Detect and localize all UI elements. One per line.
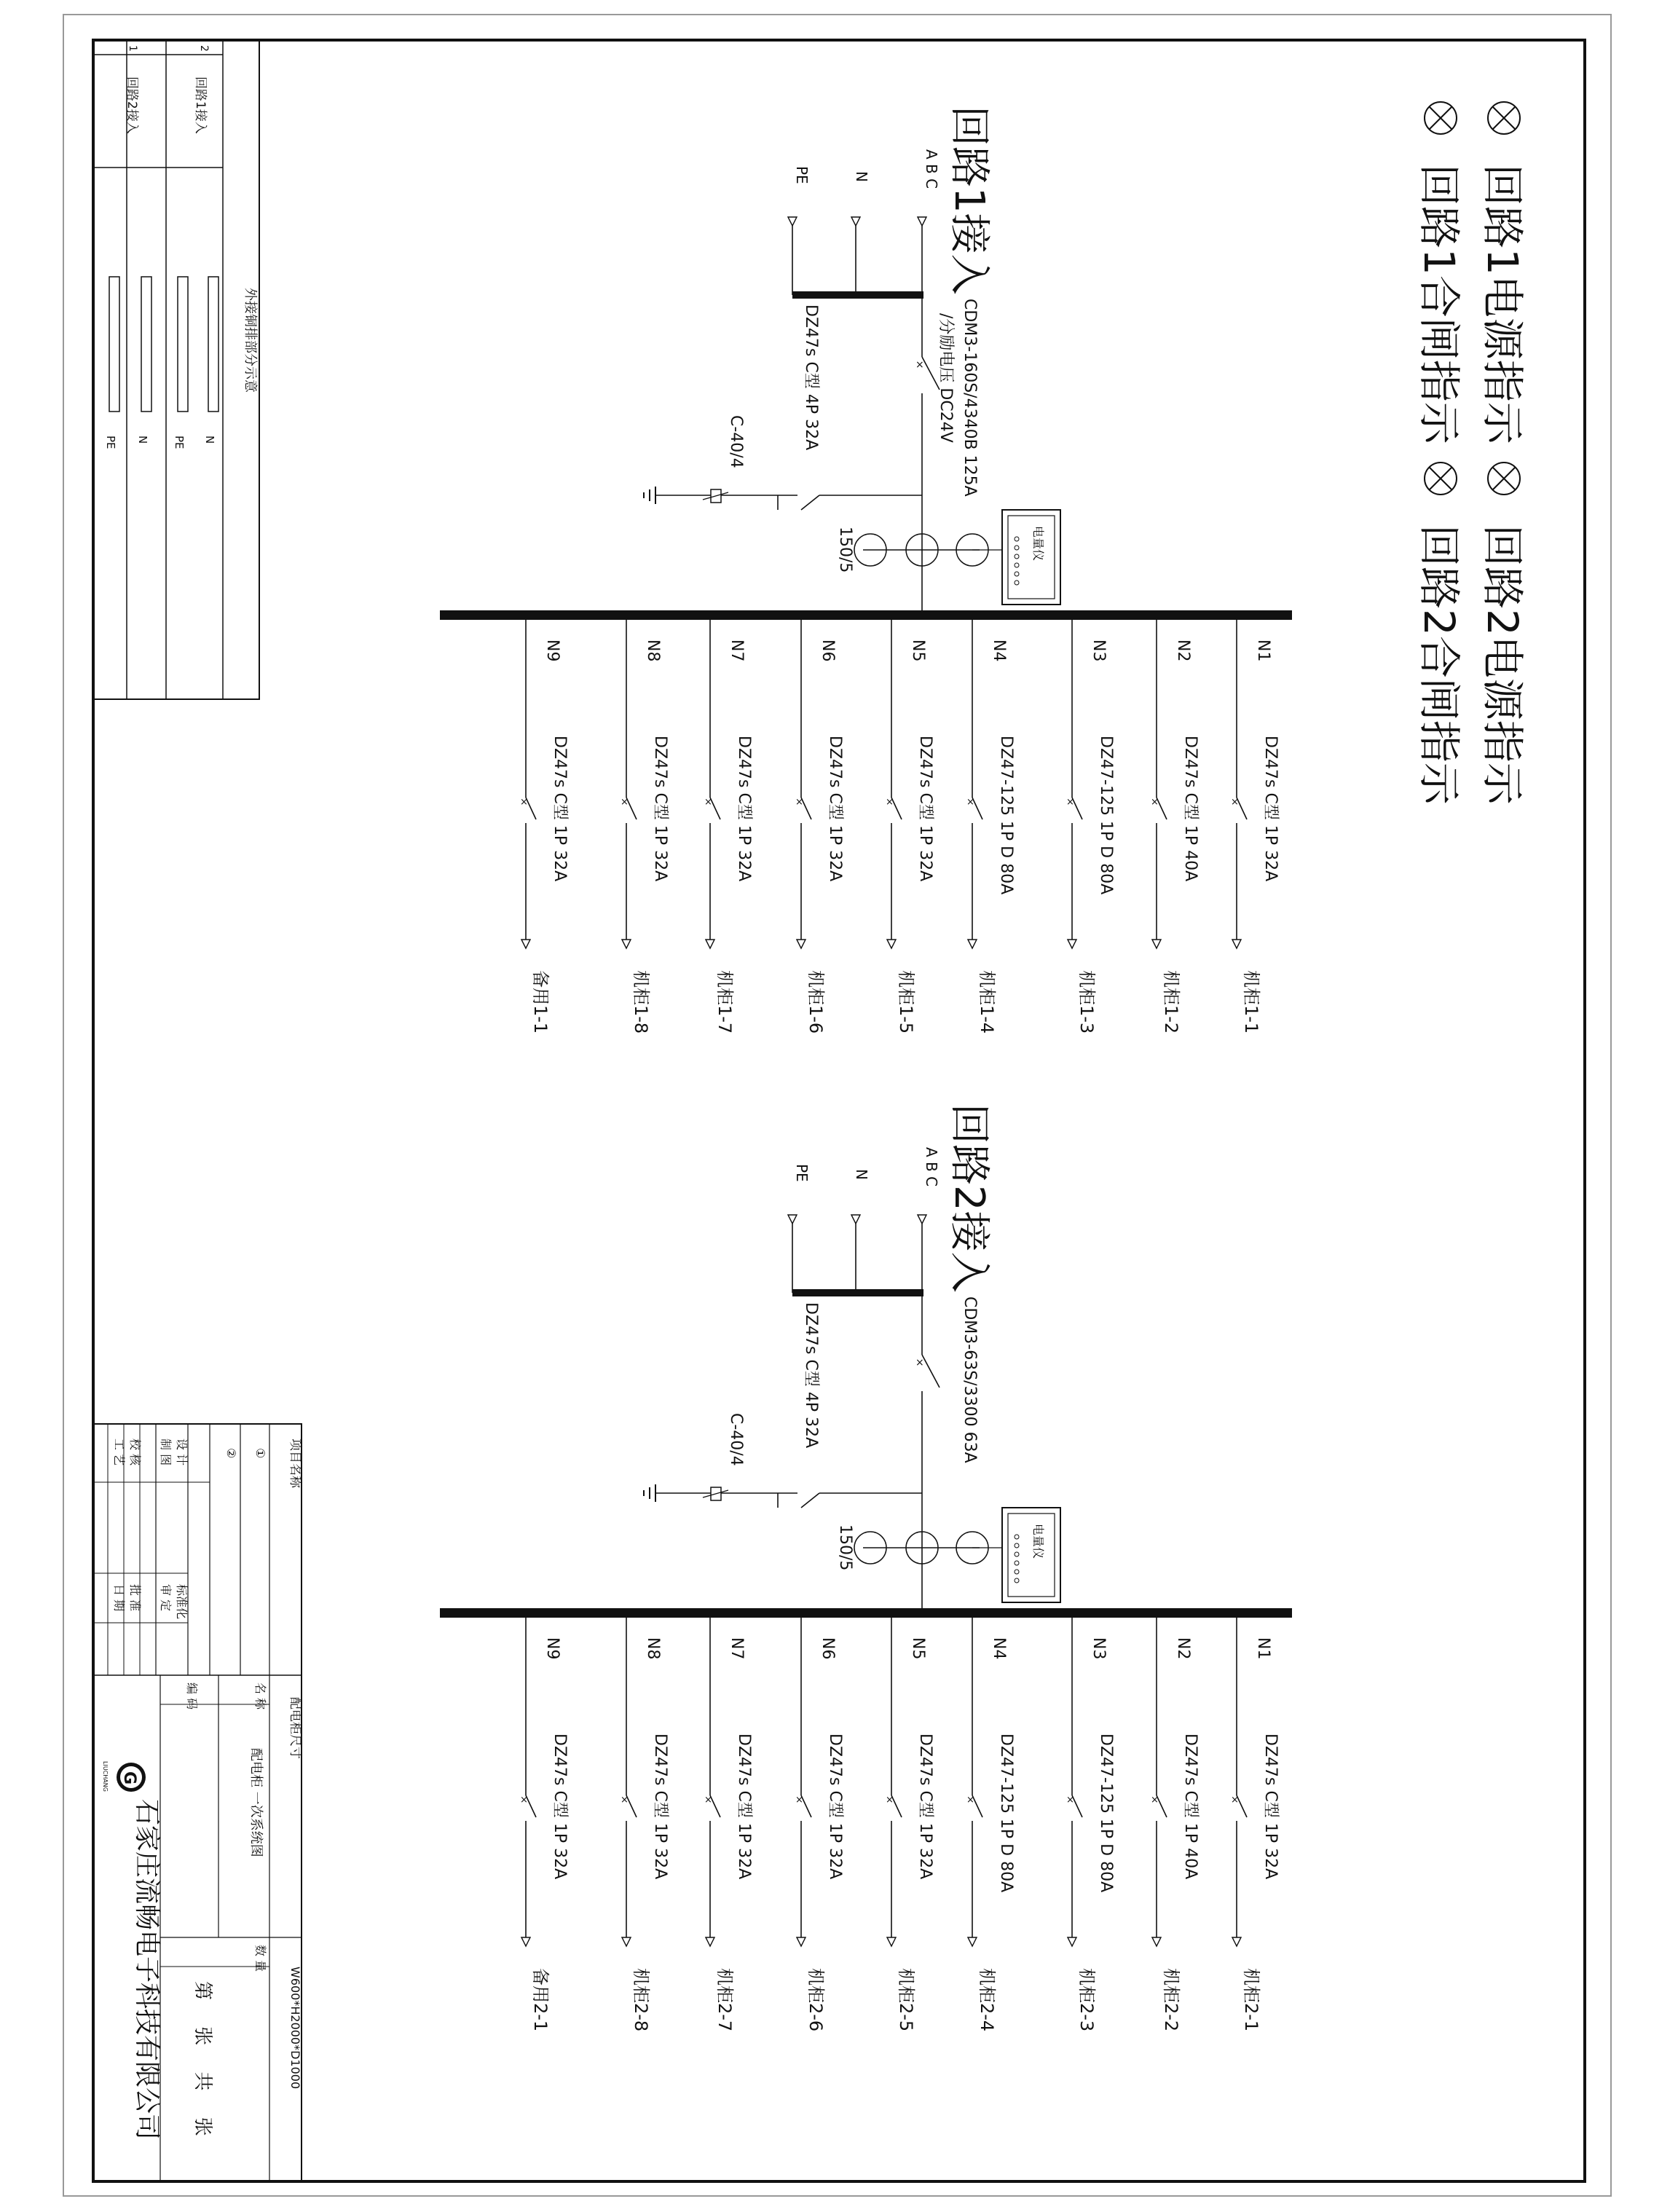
- title-block: [93, 1424, 302, 2181]
- row-1-marker: ①: [253, 1448, 267, 1459]
- branch-breaker-label: DZ47s C型 1P 40A: [1181, 1733, 1200, 1880]
- circuits: [440, 106, 1292, 2031]
- meter-label: 电量仪: [1031, 1524, 1045, 1559]
- branch-breaker-label: DZ47-125 1P D 80A: [997, 1733, 1015, 1893]
- bar-label: PE: [104, 436, 117, 449]
- terminal-arrow-icon: [1152, 940, 1161, 948]
- branch-number: N1: [1254, 1637, 1272, 1660]
- neutral-label: N: [853, 171, 870, 182]
- branch-n9: [520, 1618, 569, 2031]
- breaker-cross: ×: [621, 797, 629, 808]
- branch-n4: [966, 1618, 1015, 2031]
- approve-label: 批 准: [128, 1584, 142, 1612]
- main-busbar: [440, 610, 1292, 620]
- branch-number: N8: [644, 1637, 662, 1660]
- main-breaker-label: CDM3-63S/3300 63A: [961, 1296, 979, 1463]
- branch-load-label: 机柜2-7: [714, 1968, 735, 2032]
- branch-n8: [621, 1618, 669, 2031]
- indicator-lamp-icon: [1488, 102, 1520, 134]
- branch-load-label: 机柜1-7: [714, 970, 735, 1034]
- pe-label: PE: [793, 166, 811, 184]
- row-name: 回路1接入: [193, 76, 208, 134]
- branch-number: N5: [909, 639, 927, 662]
- meter-led: [1015, 580, 1019, 585]
- date-label: 日 期: [112, 1584, 126, 1612]
- meter-led: [1015, 1578, 1019, 1583]
- copper-bar-pe: [178, 277, 188, 412]
- branch-n7: [704, 620, 753, 1034]
- power-meter-icon: [1002, 1508, 1060, 1602]
- breaker-cross: ×: [966, 1795, 974, 1806]
- breaker-contact: [801, 1493, 819, 1508]
- branch-breaker-label: DZ47s C型 1P 32A: [551, 1733, 569, 1880]
- breaker-cross: ×: [704, 1795, 712, 1806]
- terminal-arrow-icon: [521, 940, 530, 948]
- legend-row-4: [1414, 463, 1464, 806]
- breaker-cross: ×: [1151, 797, 1159, 808]
- terminal-arrow-icon: [788, 217, 797, 226]
- row-number: 2: [198, 45, 210, 52]
- legend-label: 回路2合闸指示: [1414, 524, 1464, 805]
- spd-label: C-40/4: [727, 415, 745, 468]
- breaker-cross: ×: [886, 797, 894, 808]
- standard-label: 标准化: [175, 1584, 189, 1620]
- breaker-cross: ×: [704, 797, 712, 808]
- terminal-arrow-icon: [797, 940, 805, 948]
- breaker-cross: ×: [795, 797, 803, 808]
- branch-n9: [520, 620, 569, 1034]
- craft-label: 工 艺: [112, 1438, 126, 1466]
- terminal-arrow-icon: [851, 1215, 860, 1224]
- design-label: 设 计: [175, 1438, 189, 1466]
- meter-led: [1015, 572, 1019, 576]
- copper-table-title: 外接铜排部分示意: [243, 288, 258, 393]
- terminal-arrow-icon: [851, 217, 860, 226]
- branch-breaker-label: DZ47s C型 1P 32A: [1261, 1733, 1280, 1880]
- copper-bar-n: [208, 277, 218, 412]
- branch-number: N1: [1254, 639, 1272, 662]
- copper-bar-n: [141, 277, 151, 412]
- breaker-contact: [801, 495, 819, 510]
- branch-breaker-label: DZ47s C型 1P 40A: [1181, 736, 1200, 882]
- terminal-arrow-icon: [968, 1937, 977, 1946]
- phase-labels: A B C: [923, 149, 940, 189]
- terminal-arrow-icon: [706, 940, 714, 948]
- breaker-cross: ×: [795, 1795, 803, 1806]
- sheet-count: 第 张 共 张: [192, 1981, 213, 2146]
- branch-n3: [1066, 620, 1115, 1034]
- terminal-arrow-icon: [797, 1937, 805, 1946]
- ct-ratio-label: 150/5: [836, 527, 854, 573]
- meter-label: 电量仪: [1031, 526, 1045, 562]
- branch-load-label: 备用2-1: [530, 1968, 551, 2032]
- copper-table: [93, 40, 259, 699]
- neutral-label: N: [853, 1169, 870, 1180]
- review-label: 审 定: [159, 1584, 173, 1612]
- incoming-busbar: [792, 291, 923, 299]
- branch-load-label: 机柜2-2: [1161, 1968, 1181, 2032]
- branch-n8: [621, 620, 669, 1034]
- legend-row-1: [1478, 102, 1527, 445]
- branch-breaker-label: DZ47s C型 1P 32A: [826, 736, 844, 882]
- ct-ratio-label: 150/5: [836, 1524, 854, 1571]
- branch-breaker-label: DZ47s C型 1P 32A: [551, 736, 569, 882]
- terminal-arrow-icon: [1068, 1937, 1076, 1946]
- indicator-lamp-icon: [1425, 102, 1457, 134]
- circuit-2: [440, 1103, 1292, 2031]
- indicator-lamp-icon: [1425, 463, 1457, 495]
- bar-label: N: [203, 436, 216, 444]
- meter-led: [1015, 1543, 1019, 1548]
- branch-number: N3: [1090, 1637, 1108, 1660]
- drawing-label: 制 图: [159, 1438, 173, 1466]
- indicator-lamp-icon: [1488, 463, 1520, 495]
- branch-load-label: 机柜1-5: [896, 970, 916, 1034]
- branch-load-label: 机柜2-8: [631, 1968, 651, 2032]
- company-name: 石家庄流畅电子科技有限公司: [132, 1799, 162, 2141]
- branch-load-label: 机柜1-4: [977, 970, 997, 1034]
- branch-number: N2: [1174, 1637, 1192, 1660]
- terminal-arrow-icon: [788, 1215, 797, 1224]
- branch-load-label: 机柜2-4: [977, 1968, 997, 2032]
- branch-n2: [1151, 1618, 1200, 2031]
- branch-breaker-label: DZ47s C型 1P 32A: [735, 1733, 753, 1880]
- breaker-cross: ×: [915, 359, 924, 371]
- meter-led: [1015, 1552, 1019, 1556]
- breaker-cross: ×: [1231, 797, 1239, 808]
- branch-breaker-label: DZ47s C型 1P 32A: [916, 1733, 934, 1880]
- meter-led: [1015, 1535, 1019, 1539]
- bar-label: PE: [173, 436, 186, 449]
- phase-labels: A B C: [923, 1147, 940, 1187]
- branch-load-label: 机柜1-8: [631, 970, 651, 1034]
- branch-n3: [1066, 1618, 1115, 2031]
- branch-n5: [886, 1618, 934, 2031]
- terminal-arrow-icon: [622, 1937, 631, 1946]
- breaker-cross: ×: [1066, 797, 1074, 808]
- terminal-arrow-icon: [968, 940, 977, 948]
- branch-number: N9: [543, 1637, 562, 1660]
- breaker-cross: ×: [966, 797, 974, 808]
- circuit-1: [440, 106, 1292, 1034]
- branch-number: N2: [1174, 639, 1192, 662]
- main-breaker-note: /分励电压 DC24V: [937, 313, 955, 443]
- branch-breaker-label: DZ47-125 1P D 80A: [1097, 1733, 1115, 1893]
- legend-row-3: [1478, 463, 1527, 806]
- power-meter-icon: [1002, 510, 1060, 605]
- branch-number: N4: [990, 1637, 1008, 1660]
- branch-number: N7: [728, 639, 746, 662]
- branch-breaker-label: DZ47s C型 1P 32A: [826, 1733, 844, 1880]
- breaker-cross: ×: [886, 1795, 894, 1806]
- copper-bar-pe: [109, 277, 119, 412]
- breaker-cross: ×: [1151, 1795, 1159, 1806]
- branch-breaker-label: DZ47s C型 1P 32A: [1261, 736, 1280, 882]
- branch-n7: [704, 1618, 753, 2031]
- branch-n2: [1151, 620, 1200, 1034]
- branch-load-label: 备用1-1: [530, 970, 551, 1034]
- spd-breaker-label: DZ47s C型 4P 32A: [802, 1302, 820, 1449]
- branch-n1: [1231, 620, 1280, 1034]
- spd-label: C-40/4: [727, 1413, 745, 1466]
- branch-load-label: 机柜2-3: [1076, 1968, 1097, 2032]
- branch-number: N4: [990, 639, 1008, 662]
- row-2-marker: ②: [224, 1448, 238, 1459]
- check-label: 校 核: [128, 1438, 142, 1466]
- logo-letter: G: [120, 1771, 138, 1785]
- surge-protector-diagonal: [703, 1490, 728, 1497]
- breaker-cross: ×: [915, 1357, 924, 1369]
- terminal-arrow-icon: [1232, 940, 1241, 948]
- branch-number: N6: [819, 639, 837, 662]
- breaker-cross: ×: [520, 797, 528, 808]
- project-name-label: 项目名称: [288, 1438, 302, 1488]
- branch-load-label: 机柜2-1: [1241, 1968, 1261, 2032]
- surge-protector-diagonal: [703, 492, 728, 500]
- breaker-cross: ×: [621, 1795, 629, 1806]
- branch-load-label: 机柜1-6: [805, 970, 826, 1034]
- terminal-arrow-icon: [887, 1937, 896, 1946]
- meter-led: [1015, 1570, 1019, 1574]
- branch-load-label: 机柜1-1: [1241, 970, 1261, 1034]
- spd-breaker-label: DZ47s C型 4P 32A: [802, 304, 820, 451]
- terminal-arrow-icon: [1232, 1937, 1241, 1946]
- code-label: 编 码: [185, 1682, 199, 1710]
- branch-load-label: 机柜2-6: [805, 1968, 826, 2032]
- breaker-cross: ×: [1066, 1795, 1074, 1806]
- terminal-arrow-icon: [1152, 1937, 1161, 1946]
- legend: [1414, 102, 1527, 806]
- company-logo-icon: [102, 1761, 146, 1792]
- terminal-arrow-icon: [706, 1937, 714, 1946]
- terminal-arrow-icon: [887, 940, 896, 948]
- branch-breaker-label: DZ47s C型 1P 32A: [735, 736, 753, 882]
- branch-breaker-label: DZ47s C型 1P 32A: [651, 736, 669, 882]
- terminal-arrow-icon: [918, 1215, 926, 1224]
- branch-n4: [966, 620, 1015, 1034]
- branch-number: N6: [819, 1637, 837, 1660]
- breaker-cross: ×: [520, 1795, 528, 1806]
- legend-label: 回路1合闸指示: [1414, 164, 1464, 444]
- branch-n6: [795, 1618, 844, 2031]
- circuit-title: 回路1接入: [945, 106, 993, 295]
- meter-led: [1015, 1561, 1019, 1565]
- branch-load-label: 机柜1-2: [1161, 970, 1181, 1034]
- legend-row-2: [1414, 102, 1464, 445]
- name-label: 名 称: [253, 1682, 267, 1710]
- quantity-label: 数 量: [253, 1945, 267, 1972]
- bar-label: N: [136, 436, 149, 444]
- cabinet-size-value: W600*H2000*D1000: [288, 1967, 302, 2090]
- branch-breaker-label: DZ47-125 1P D 80A: [997, 736, 1015, 895]
- branch-number: N8: [644, 639, 662, 662]
- row-name: 回路2接入: [125, 76, 139, 134]
- incoming-busbar: [792, 1289, 923, 1296]
- branch-number: N5: [909, 1637, 927, 1660]
- main-breaker-label: CDM3-160S/4340B 125A: [961, 299, 979, 497]
- branch-n1: [1231, 1618, 1280, 2031]
- breaker-contact: [922, 1355, 940, 1388]
- cabinet-size-label: 配电柜尺寸: [288, 1697, 302, 1759]
- branch-breaker-label: DZ47s C型 1P 32A: [916, 736, 934, 882]
- branch-n5: [886, 620, 934, 1034]
- branch-load-label: 机柜1-3: [1076, 970, 1097, 1034]
- terminal-arrow-icon: [918, 217, 926, 226]
- terminal-arrow-icon: [521, 1937, 530, 1946]
- meter-led: [1015, 546, 1019, 550]
- branch-n6: [795, 620, 844, 1034]
- branch-breaker-label: DZ47s C型 1P 32A: [651, 1733, 669, 1880]
- legend-label: 回路2电源指示: [1478, 524, 1527, 805]
- drawing-name: 配电柜 一次系统图: [248, 1748, 264, 1857]
- main-busbar: [440, 1608, 1292, 1618]
- terminal-arrow-icon: [622, 940, 631, 948]
- meter-led: [1015, 563, 1019, 567]
- pe-label: PE: [793, 1164, 811, 1182]
- branch-number: N3: [1090, 639, 1108, 662]
- branch-load-label: 机柜2-5: [896, 1968, 916, 2032]
- circuit-title: 回路2接入: [945, 1103, 993, 1293]
- breaker-cross: ×: [1231, 1795, 1239, 1806]
- meter-led: [1015, 537, 1019, 541]
- branch-number: N9: [543, 639, 562, 662]
- terminal-arrow-icon: [1068, 940, 1076, 948]
- meter-led: [1015, 554, 1019, 559]
- branch-number: N7: [728, 1637, 746, 1660]
- row-number: 1: [127, 45, 138, 52]
- logo-caption: LIUCHANG: [102, 1761, 109, 1792]
- branch-breaker-label: DZ47-125 1P D 80A: [1097, 736, 1115, 895]
- legend-label: 回路1电源指示: [1478, 164, 1527, 444]
